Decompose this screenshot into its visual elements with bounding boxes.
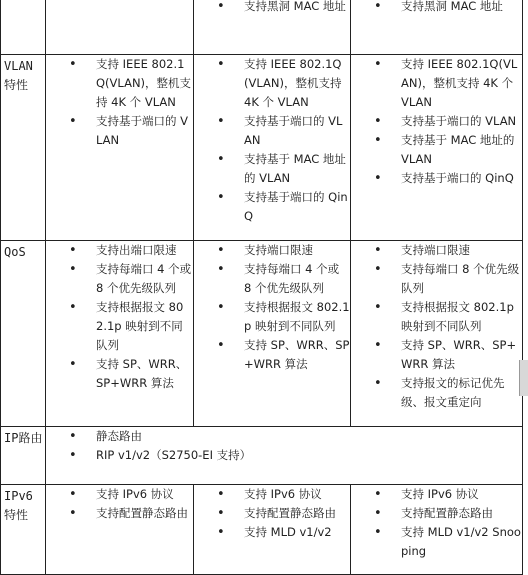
row-header: QoS xyxy=(1,241,46,427)
table-row xyxy=(1,55,523,241)
list-item: • 支持端口限速 xyxy=(401,241,522,260)
list-item: • 支持 MLD v1/v2 Snooping xyxy=(401,523,522,561)
table-cell xyxy=(46,427,523,485)
list-item: • 支持基于端口的 VLAN xyxy=(244,112,350,150)
list-item: • 支持配置静态路由 xyxy=(401,504,522,523)
table-cell xyxy=(46,55,194,241)
bullet-list xyxy=(194,55,350,226)
list-item: • 支持 IEEE 802.1Q(VLAN)，整机支持 4K 个 VLAN xyxy=(244,55,350,112)
list-item: • 支持 IPv6 协议 xyxy=(96,485,193,504)
scroll-edge-marker[interactable] xyxy=(519,360,528,396)
row-header xyxy=(1,0,46,55)
list-item: • 支持基于端口的 VLAN xyxy=(96,112,193,150)
bullet-list xyxy=(46,485,193,523)
list-item: • 支持 MLD v1/v2 xyxy=(244,523,350,542)
list-item: • 支持基于 MAC 地址的 VLAN xyxy=(244,150,350,188)
list-item: • 支持 IEEE 802.1Q(VLAN)，整机支持 4K 个 VLAN xyxy=(401,55,522,112)
list-item: • RIP v1/v2（S2750-EI 支持） xyxy=(96,446,522,465)
row-header: IPv6特性 xyxy=(1,485,46,575)
bullet-list xyxy=(351,241,522,412)
bullet-list xyxy=(46,241,193,393)
list-item: • 支持配置静态路由 xyxy=(96,504,193,523)
list-item: • 支持每端口 4 个或 8 个优先级队列 xyxy=(244,260,350,298)
bullet-list xyxy=(351,55,522,188)
table-cell xyxy=(351,485,523,575)
list-item: • 支持根据报文 802.1p 映射到不同队列 xyxy=(401,298,522,336)
table-cell xyxy=(46,241,194,427)
table-cell xyxy=(194,241,351,427)
list-item: • 支持 SP、WRR、SP+WRR 算法 xyxy=(401,336,522,374)
list-item: • 支持基于端口的 QinQ xyxy=(401,169,522,188)
list-item: • 支持基于端口的 VLAN xyxy=(401,112,522,131)
table-row xyxy=(1,0,523,55)
table-row xyxy=(1,485,523,575)
table-cell xyxy=(351,0,523,55)
list-item: • 支持 SP、WRR、SP+WRR 算法 xyxy=(244,336,350,374)
list-item: • 支持每端口 4 个或 8 个优先级队列 xyxy=(96,260,193,298)
table-row xyxy=(1,241,523,427)
list-item: • 支持基于 MAC 地址的 VLAN xyxy=(401,131,522,169)
bullet-list xyxy=(46,427,522,465)
list-item: • 支持 IPv6 协议 xyxy=(401,485,522,504)
list-item: • 支持黑洞 MAC 地址 xyxy=(244,0,350,16)
bullet-list xyxy=(351,485,522,561)
table-cell xyxy=(194,55,351,241)
bullet-list xyxy=(46,55,193,150)
row-header: VLAN特性 xyxy=(1,55,46,241)
list-item: • 支持根据报文 802.1p 映射到不同队列 xyxy=(96,298,193,355)
list-item: • 静态路由 xyxy=(96,427,522,446)
list-item: • 支持根据报文 802.1p 映射到不同队列 xyxy=(244,298,350,336)
table-row xyxy=(1,427,523,485)
list-item: • 支持基于端口的 QinQ xyxy=(244,188,350,226)
bullet-list xyxy=(351,0,522,16)
table-cell xyxy=(46,0,194,55)
list-item: • 支持黑洞 MAC 地址 xyxy=(401,0,522,16)
table-cell xyxy=(351,55,523,241)
bullet-list xyxy=(194,0,350,16)
list-item: • 支持 IEEE 802.1Q(VLAN)，整机支持 4K 个 VLAN xyxy=(96,55,193,112)
bullet-list xyxy=(194,241,350,374)
list-item: • 支持端口限速 xyxy=(244,241,350,260)
bullet-list xyxy=(194,485,350,542)
list-item: • 支持 SP、WRR、SP+WRR 算法 xyxy=(96,355,193,393)
list-item: • 支持 IPv6 协议 xyxy=(244,485,350,504)
table-cell xyxy=(194,485,351,575)
list-item: • 支持每端口 8 个优先级队列 xyxy=(401,260,522,298)
list-item: • 支持报文的标记优先级、报文重定向 xyxy=(401,374,522,412)
list-item: • 支持配置静态路由 xyxy=(244,504,350,523)
row-header: IP路由 xyxy=(1,427,46,485)
list-item: • 支持出端口限速 xyxy=(96,241,193,260)
table-cell xyxy=(351,241,523,427)
table-cell xyxy=(194,0,351,55)
table-cell xyxy=(46,485,194,575)
